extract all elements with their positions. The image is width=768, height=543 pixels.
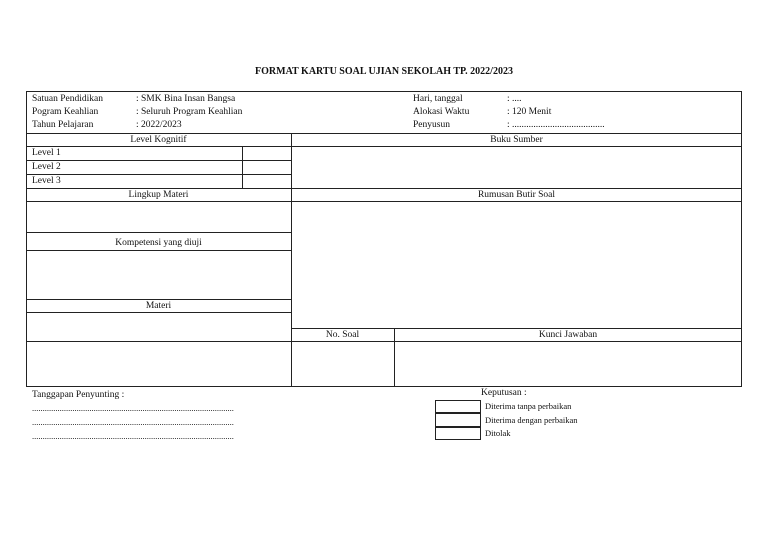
divider-kompetensi-top: [26, 232, 291, 233]
divider-lower-row: [26, 341, 742, 342]
divider-level-2: [26, 174, 291, 175]
heading-level-kognitif: Level Kognitif: [130, 135, 187, 145]
label-tahun-pelajaran: Tahun Pelajaran: [32, 120, 94, 130]
value-satuan-pendidikan: : SMK Bina Insan Bangsa: [136, 94, 236, 104]
label-hari-tanggal: Hari, tanggal: [413, 94, 463, 104]
divider-no-soal-top: [291, 328, 742, 329]
option-checkbox-3[interactable]: [435, 427, 481, 440]
divider-main-column: [291, 133, 292, 387]
page-title: FORMAT KARTU SOAL UJIAN SEKOLAH TP. 2022/2023: [255, 66, 513, 77]
divider-level-header: [26, 146, 291, 147]
divider-lingkup-header: [26, 201, 742, 202]
label-alokasi-waktu: Alokasi Waktu: [413, 107, 470, 117]
divider-materi-bottom: [26, 312, 291, 313]
heading-buku-sumber: Buku Sumber: [490, 135, 543, 145]
heading-kompetensi: Kompetensi yang diuji: [115, 238, 202, 248]
level-2-label: Level 2: [32, 162, 61, 172]
heading-no-soal: No. Soal: [325, 330, 360, 340]
divider-lingkup-row: [26, 188, 742, 189]
divider-materi-top: [26, 299, 291, 300]
heading-lingkup-materi: Lingkup Materi: [128, 190, 189, 200]
divider-level-1: [26, 160, 291, 161]
option-checkbox-2[interactable]: [435, 413, 481, 427]
option-checkbox-1[interactable]: [435, 400, 481, 413]
divider-buku-sumber: [291, 146, 742, 147]
level-1-label: Level 1: [32, 148, 61, 158]
value-alokasi-waktu: : 120 Menit: [507, 107, 552, 117]
value-penyusun: : .......................................: [507, 120, 605, 130]
dotted-line-2: ...............................................................................................: [32, 417, 234, 427]
tanggapan-penyunting-label: Tanggapan Penyunting :: [32, 390, 125, 400]
value-program-keahlian: : Seluruh Program Keahlian: [136, 107, 243, 117]
option-label-3: Ditolak: [485, 428, 511, 438]
keputusan-label: Keputusan :: [481, 388, 527, 398]
label-program-keahlian: Pogram Keahlian: [32, 107, 99, 117]
dotted-line-3: ...............................................................................................: [32, 431, 234, 441]
label-penyusun: Penyusun: [413, 120, 450, 130]
divider-level-check-column: [242, 146, 243, 188]
value-hari-tanggal: : ....: [507, 94, 522, 104]
value-tahun-pelajaran: : 2022/2023: [136, 120, 182, 130]
divider-header: [26, 133, 742, 134]
dotted-line-1: ...............................................................................................: [32, 403, 234, 413]
heading-kunci-jawaban: Kunci Jawaban: [538, 330, 598, 340]
heading-rumusan-butir-soal: Rumusan Butir Soal: [477, 190, 556, 200]
option-label-2: Diterima dengan perbaikan: [485, 415, 578, 425]
level-3-label: Level 3: [32, 176, 61, 186]
heading-materi: Materi: [145, 301, 172, 311]
label-satuan-pendidikan: Satuan Pendidikan: [32, 94, 103, 104]
divider-kompetensi-bottom: [26, 250, 291, 251]
divider-no-soal-column: [394, 328, 395, 387]
option-label-1: Diterima tanpa perbaikan: [485, 401, 572, 411]
